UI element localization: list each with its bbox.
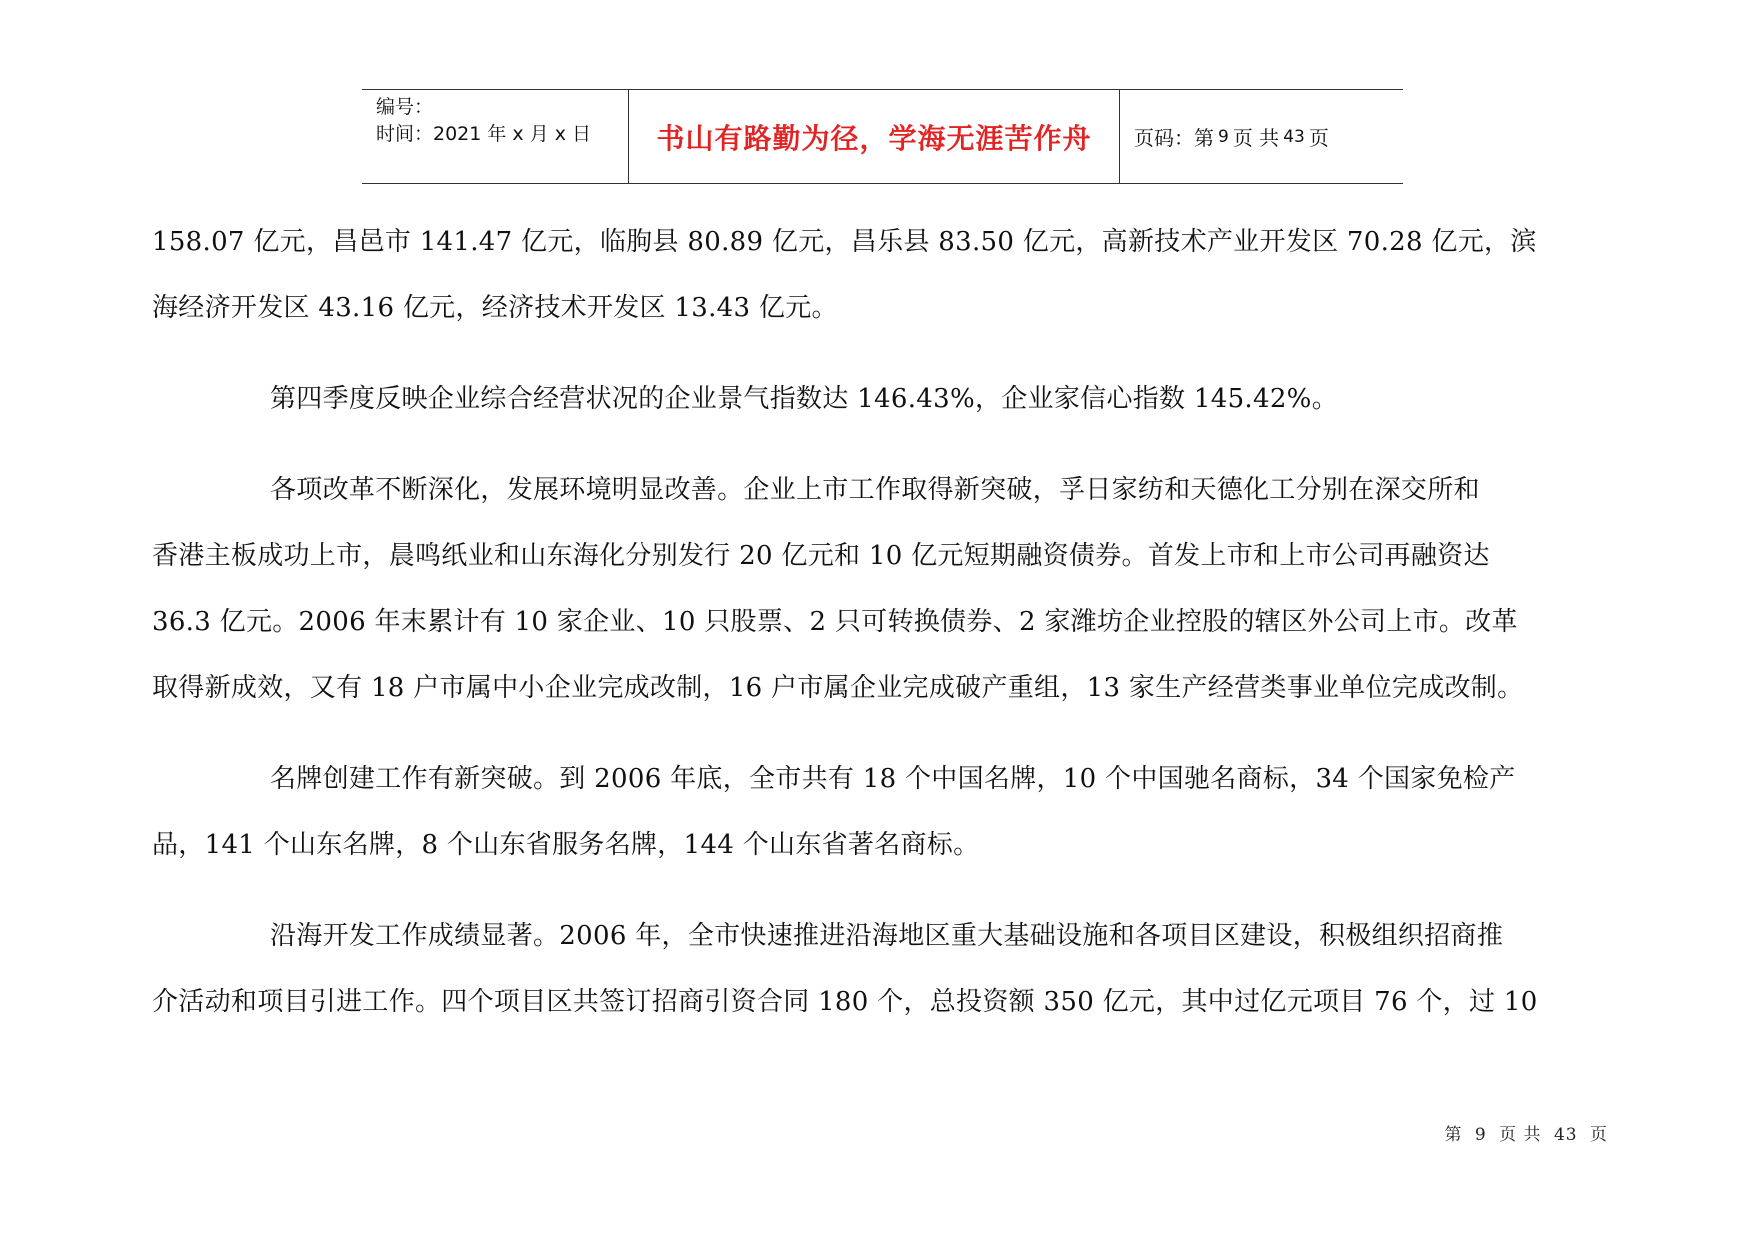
header-motto: 书山有路勤为径，学海无涯苦作舟 — [656, 121, 1092, 155]
paragraph-line: 沿海开发工作成绩显著。2006 年，全市快速推进沿海地区重大基础设施和各项目区建设，积极组织招商推 — [270, 921, 1504, 951]
header-page-cell — [1120, 90, 1403, 183]
footer-page-suffix: 页 — [1590, 1125, 1608, 1145]
paragraph-line: 介活动和项目引进工作。四个项目区共签订招商引资合同 180 个，总投资额 350 亿元，其中过亿元项目 76 个，过 10 — [152, 987, 1538, 1017]
footer-page-prefix: 第 — [1444, 1125, 1463, 1145]
document-body — [152, 209, 1612, 1060]
document-date-label: 时间：2021 年 x 月 x 日 — [376, 123, 592, 145]
document-number-label: 编号： — [376, 96, 434, 118]
paragraph-business-index — [152, 366, 1612, 432]
header-page-mid: 页 共 — [1232, 126, 1280, 150]
header-motto-cell — [629, 90, 1120, 183]
page-header — [362, 89, 1403, 184]
paragraph-line: 品，141 个山东名牌，8 个山东省服务名牌，144 个山东省著名商标。 — [152, 830, 980, 860]
paragraph-line: 名牌创建工作有新突破。到 2006 年底，全市共有 18 个中国名牌，10 个中国驰名商标，34 个国家免检产 — [270, 764, 1516, 794]
paragraph-brands — [152, 746, 1612, 878]
paragraph-line: 各项改革不断深化，发展环境明显改善。企业上市工作取得新突破，孚日家纺和天德化工分别在深交所和 — [270, 475, 1480, 505]
page-footer — [1442, 1120, 1612, 1145]
paragraph-continued — [152, 209, 1612, 341]
header-page-suffix: 页 — [1308, 126, 1329, 150]
footer-page-total: 43 — [1553, 1125, 1578, 1145]
paragraph-line: 海经济开发区 43.16 亿元，经济技术开发区 13.43 亿元。 — [152, 293, 838, 323]
paragraph-coastal-development — [152, 903, 1612, 1035]
paragraph-line: 第四季度反映企业综合经营状况的企业景气指数达 146.43%，企业家信心指数 145.42%。 — [270, 384, 1338, 414]
header-meta-cell — [362, 90, 629, 183]
paragraph-line: 香港主板成功上市，晨鸣纸业和山东海化分别发行 20 亿元和 10 亿元短期融资债券。首发上市和上市公司再融资达 — [152, 541, 1490, 571]
header-page-prefix: 页码：第 — [1134, 126, 1214, 150]
paragraph-line: 36.3 亿元。2006 年末累计有 10 家企业、10 只股票、2 只可转换债券、2 家潍坊企业控股的辖区外公司上市。改革 — [152, 607, 1518, 637]
header-page-total: 43 — [1283, 126, 1305, 147]
footer-page-mid: 页 共 — [1499, 1125, 1542, 1145]
paragraph-reform — [152, 457, 1612, 721]
paragraph-line: 158.07 亿元，昌邑市 141.47 亿元，临朐县 80.89 亿元，昌乐县 83.50 亿元，高新技术产业开发区 70.28 亿元，滨 — [152, 227, 1537, 257]
header-page-current: 9 — [1218, 126, 1229, 147]
paragraph-line: 取得新成效，又有 18 户市属中小企业完成改制，16 户市属企业完成破产重组，13 家生产经营类事业单位完成改制。 — [152, 673, 1524, 703]
footer-page-current: 9 — [1474, 1125, 1487, 1145]
